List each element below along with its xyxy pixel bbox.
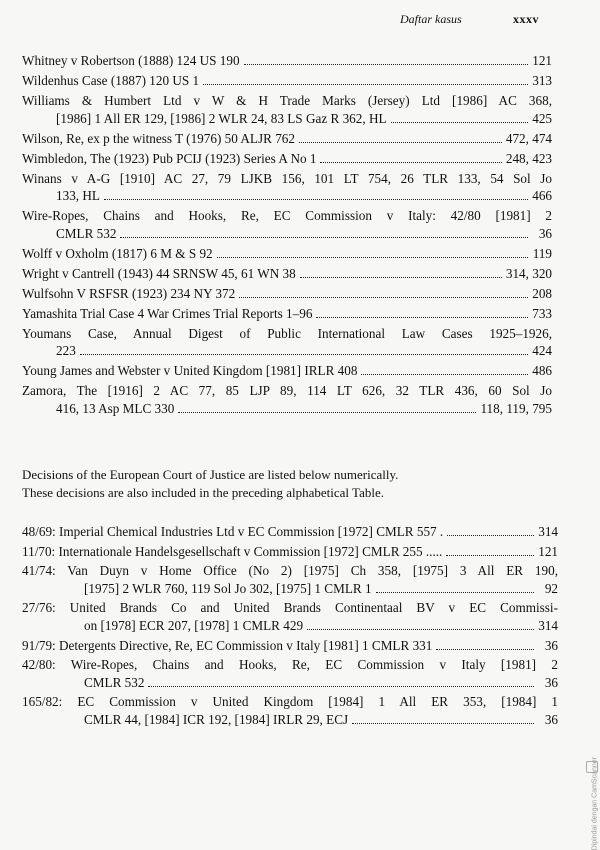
dot-leader bbox=[307, 629, 534, 630]
ecj-note-line-2: These decisions are also included in the preceding alphabetical Table. bbox=[22, 485, 384, 500]
dot-leader bbox=[447, 535, 534, 536]
case-entry bbox=[22, 637, 558, 655]
case-text: [1975] 2 WLR 760, 119 Sol Jo 302, [1975] 1 CMLR 1 bbox=[84, 580, 372, 596]
scanner-watermark bbox=[586, 637, 600, 850]
case-pages: 314, 320 bbox=[505, 265, 552, 281]
case-pages: 208 bbox=[532, 285, 552, 301]
case-entry bbox=[22, 170, 552, 205]
case-pages: 733 bbox=[532, 305, 552, 321]
case-table bbox=[22, 52, 552, 420]
dot-leader bbox=[80, 354, 528, 355]
case-pages: 248, 423 bbox=[505, 150, 552, 166]
case-text: Wolff v Oxholm (1817) 6 M & S 92 bbox=[22, 245, 213, 261]
case-pages: 472, 474 bbox=[505, 130, 552, 146]
camscanner-icon bbox=[586, 761, 598, 773]
case-entry bbox=[22, 562, 558, 597]
case-text: Williams & Humbert Ltd v W & H Trade Marks (Jersey) Ltd [1986] AC 368, bbox=[22, 92, 552, 108]
case-text: Wilson, Re, ex p the witness T (1976) 50 ALJR 762 bbox=[22, 130, 295, 146]
dot-leader bbox=[239, 297, 528, 298]
case-text: Winans v A-G [1910] AC 27, 79 LJKB 156, 101 LT 754, 26 TLR 133, 54 Sol Jo bbox=[22, 170, 552, 186]
dot-leader bbox=[148, 686, 534, 687]
case-text: 42/80: Wire-Ropes, Chains and Hooks, Re, EC Commission v Italy [1981] 2 bbox=[22, 657, 558, 673]
case-pages: 92 bbox=[544, 580, 558, 596]
case-entry bbox=[22, 362, 552, 380]
case-text: CMLR 532 bbox=[56, 225, 117, 241]
dot-leader bbox=[361, 374, 528, 375]
case-pages: 424 bbox=[532, 343, 552, 359]
dot-leader bbox=[352, 723, 534, 724]
case-text: 91/79: Detergents Directive, Re, EC Commission v Italy [1981] 1 CMLR 331 bbox=[22, 637, 433, 653]
case-pages: 119 bbox=[532, 245, 552, 261]
case-entry bbox=[22, 245, 552, 263]
case-text: 48/69: Imperial Chemical Industries Ltd v EC Commission [1972] CMLR 557 . bbox=[22, 524, 444, 539]
case-text: 223 bbox=[56, 343, 76, 359]
dot-leader bbox=[217, 257, 528, 258]
case-text: CMLR 532 bbox=[84, 674, 145, 690]
case-pages: 313 bbox=[532, 72, 552, 88]
case-text: 41/74: Van Duyn v Home Office (No 2) [1975] Ch 358, [1975] 3 All ER 190, bbox=[22, 563, 558, 579]
case-entry bbox=[22, 130, 552, 148]
header-title: Daftar kasus bbox=[400, 12, 462, 26]
case-text: Youmans Case, Annual Digest of Public International Law Cases 1925–1926, bbox=[22, 325, 552, 341]
case-text: on [1978] ECR 207, [1978] 1 CMLR 429 bbox=[84, 617, 304, 633]
case-pages: 314 bbox=[538, 617, 558, 633]
dot-leader bbox=[299, 142, 502, 143]
dot-leader bbox=[178, 412, 476, 413]
ecj-note-line-1: Decisions of the European Court of Justice are listed below numerically. bbox=[22, 467, 399, 482]
case-entry bbox=[22, 305, 552, 323]
case-text: 165/82: EC Commission v United Kingdom [1984] 1 All ER 353, [1984] 1 bbox=[22, 694, 558, 710]
dot-leader bbox=[244, 64, 528, 65]
case-entry bbox=[22, 150, 552, 168]
case-text: Yamashita Trial Case 4 War Crimes Trial Reports 1–96 bbox=[22, 305, 313, 321]
case-pages: 486 bbox=[532, 363, 552, 379]
case-entry bbox=[22, 72, 552, 90]
page-number: xxxv bbox=[513, 12, 539, 26]
case-pages: 36 bbox=[544, 711, 558, 727]
dot-leader bbox=[120, 237, 528, 238]
case-entry bbox=[22, 52, 552, 70]
case-pages: 121 bbox=[538, 543, 558, 559]
case-text: Zamora, The [1916] 2 AC 77, 85 LJP 89, 114 LT 626, 32 TLR 436, 60 Sol Jo bbox=[22, 383, 552, 399]
dot-leader bbox=[104, 199, 528, 200]
case-entry bbox=[22, 543, 558, 561]
case-text: Wimbledon, The (1923) Pub PCIJ (1923) Series A No 1 bbox=[22, 150, 317, 166]
case-pages: 36 bbox=[538, 225, 552, 241]
case-entry bbox=[22, 693, 558, 728]
case-entry bbox=[22, 656, 558, 691]
case-pages: 121 bbox=[532, 53, 552, 68]
running-header bbox=[0, 12, 600, 32]
case-pages: 36 bbox=[544, 674, 558, 690]
case-pages: 36 bbox=[544, 637, 558, 653]
case-text: Whitney v Robertson (1888) 124 US 190 bbox=[22, 53, 240, 68]
dot-leader bbox=[316, 317, 528, 318]
case-entry bbox=[22, 599, 558, 634]
dot-leader bbox=[203, 84, 528, 85]
case-text: Wildenhus Case (1887) 120 US 1 bbox=[22, 72, 200, 88]
case-text: Wire-Ropes, Chains and Hooks, Re, EC Commission v Italy: 42/80 [1981] 2 bbox=[22, 208, 552, 224]
case-entry bbox=[22, 207, 552, 242]
dot-leader bbox=[300, 277, 502, 278]
case-text: [1986] 1 All ER 129, [1986] 2 WLR 24, 83 LS Gaz R 362, HL bbox=[56, 110, 387, 126]
case-entry bbox=[22, 382, 552, 417]
case-text: 133, HL bbox=[56, 188, 100, 204]
dot-leader bbox=[320, 162, 501, 163]
ecj-table bbox=[22, 523, 558, 731]
case-text: Wright v Cantrell (1943) 44 SRNSW 45, 61 WN 38 bbox=[22, 265, 296, 281]
dot-leader bbox=[391, 122, 528, 123]
case-entry bbox=[22, 92, 552, 127]
case-text: Wulfsohn V RSFSR (1923) 234 NY 372 bbox=[22, 285, 236, 301]
case-pages: 466 bbox=[532, 188, 552, 204]
case-text: 416, 13 Asp MLC 330 bbox=[56, 400, 175, 416]
case-entry bbox=[22, 285, 552, 303]
case-text: Young James and Webster v United Kingdom [1981] IRLR 408 bbox=[22, 363, 358, 379]
case-text: 27/76: United Brands Co and United Brands Continentaal BV v EC Commissi- bbox=[22, 600, 558, 616]
watermark-text: Dipindai dengan CamScanner bbox=[591, 757, 598, 850]
case-pages: 118, 119, 795 bbox=[480, 400, 552, 416]
case-entry bbox=[22, 523, 558, 541]
case-entry bbox=[22, 265, 552, 283]
dot-leader bbox=[446, 555, 534, 556]
dot-leader bbox=[376, 592, 534, 593]
case-pages: 314 bbox=[538, 524, 558, 539]
case-text: CMLR 44, [1984] ICR 192, [1984] IRLR 29, ECJ bbox=[84, 711, 349, 727]
case-pages: 425 bbox=[532, 110, 552, 126]
ecj-note bbox=[22, 466, 552, 502]
case-entry bbox=[22, 325, 552, 360]
case-text: 11/70: Internationale Handelsgesellschaft v Commission [1972] CMLR 255 ..... bbox=[22, 543, 443, 559]
dot-leader bbox=[436, 649, 534, 650]
